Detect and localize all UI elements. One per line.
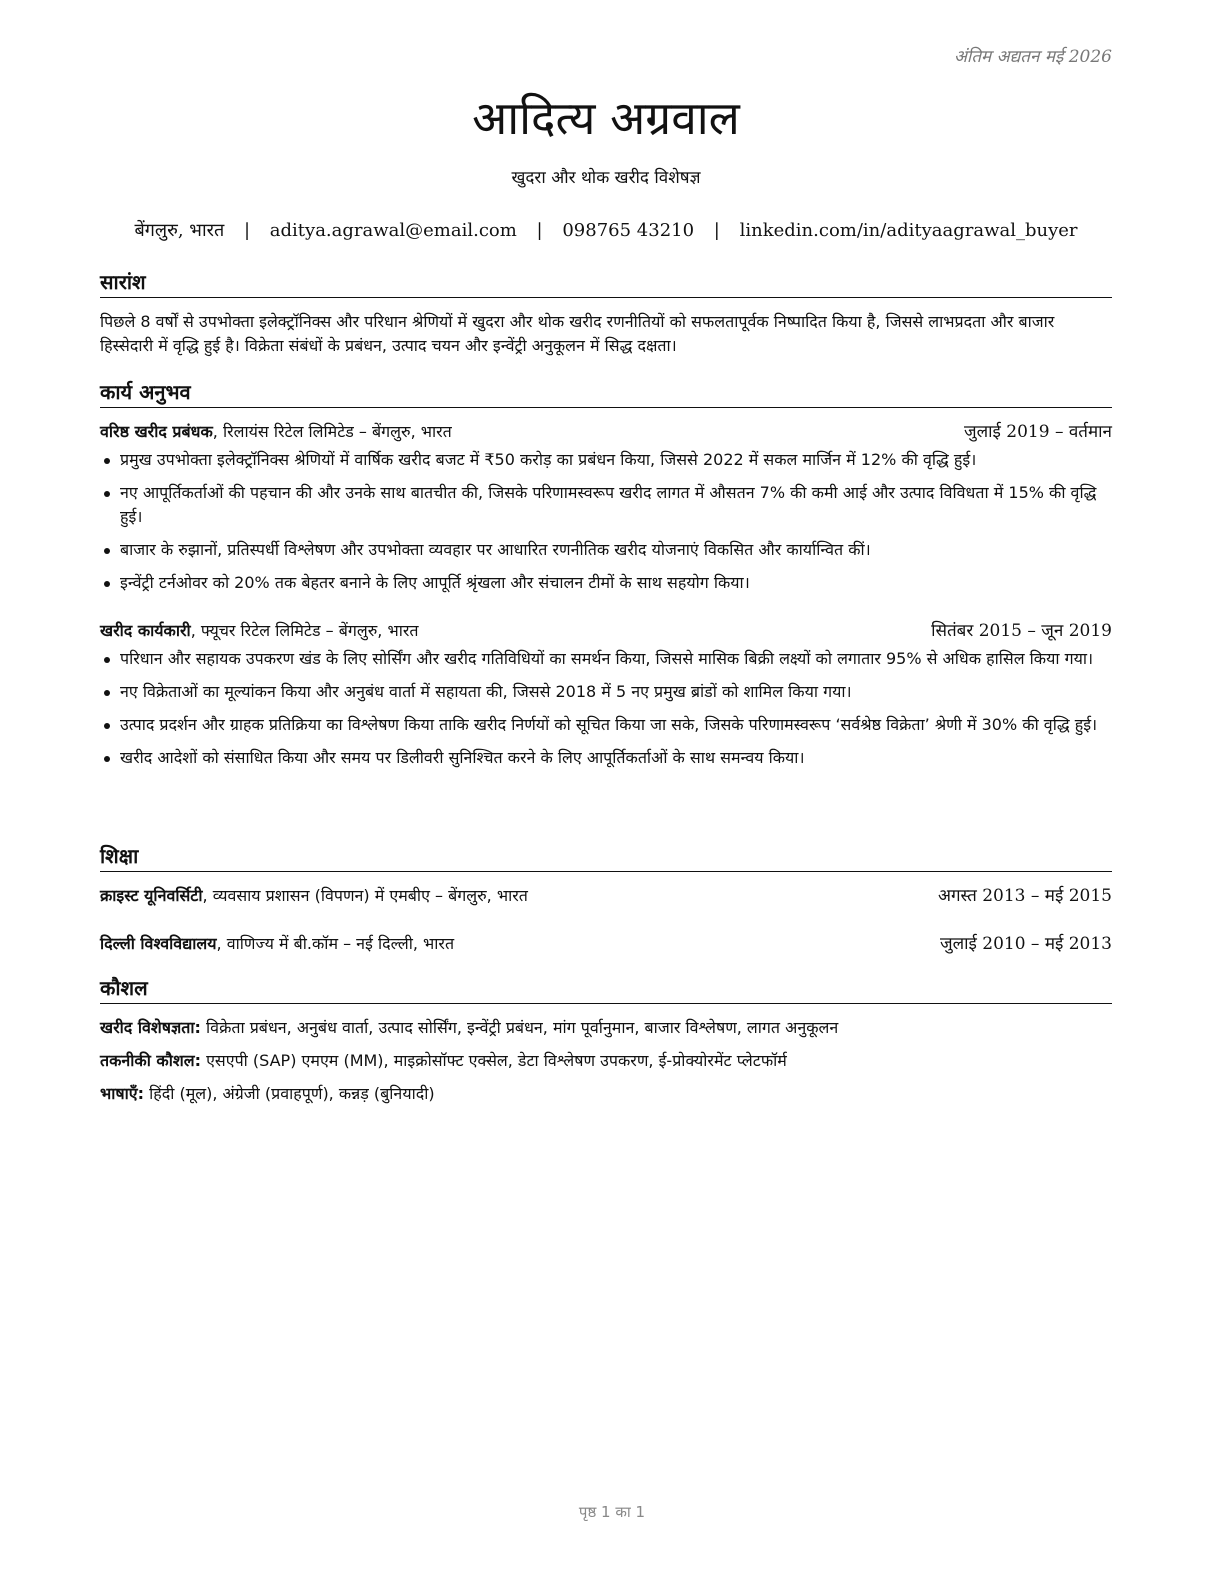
contact-location: बेंगलुरु, भारत: [134, 220, 225, 241]
education-detail: , व्यवसाय प्रशासन (विपणन) में एमबीए – बेंगलुरु, भारत: [202, 886, 528, 905]
skill-label: खरीद विशेषज्ञता:: [100, 1018, 201, 1037]
section-title-experience: कार्य अनुभव: [100, 378, 1112, 408]
skill-line: [100, 1016, 1112, 1040]
list-item: नए आपूर्तिकर्ताओं की पहचान की और उनके साथ बातचीत की, जिसके परिणामस्वरूप खरीद लागत में औसतन 7% की कमी आई और उत्पाद विविधता में 15% की वृद्धि हुई।: [120, 481, 1112, 529]
last-updated: अंतिम अद्यतन मई 2026: [953, 47, 1112, 67]
education-dates: अगस्त 2013 – मई 2015: [937, 886, 1112, 906]
skill-value: एसएपी (SAP) एमएम (MM), माइक्रोसॉफ्ट एक्सेल, डेटा विश्लेषण उपकरण, ई-प्रोक्योरमेंट प्लेटफॉर्म: [201, 1051, 787, 1070]
contact-phone: 098765 43210: [562, 220, 695, 241]
contact-email[interactable]: aditya.agrawal@email.com: [269, 220, 517, 241]
list-item: खरीद आदेशों को संसाधित किया और समय पर डिलीवरी सुनिश्चित करने के लिए आपूर्तिकर्ताओं के साथ समन्वय किया।: [120, 746, 1112, 770]
job-dates: जुलाई 2019 – वर्तमान: [963, 422, 1112, 442]
list-item: बाजार के रुझानों, प्रतिस्पर्धी विश्लेषण और उपभोक्ता व्यवहार पर आधारित रणनीतिक खरीद योजनाएं विकसित और कार्यान्वित कीं।: [120, 538, 1112, 562]
education-institution: क्राइस्ट यूनिवर्सिटी: [100, 886, 203, 905]
job-entry: [100, 420, 1112, 595]
list-item: नए विक्रेताओं का मूल्यांकन किया और अनुबंध वार्ता में सहायता की, जिससे 2018 में 5 नए प्रमुख ब्रांडों को शामिल किया गया।: [120, 680, 1112, 704]
list-item: इन्वेंट्री टर्नओवर को 20% तक बेहतर बनाने के लिए आपूर्ति श्रृंखला और संचालन टीमों के साथ सहयोग किया।: [120, 571, 1112, 595]
education-line: [100, 932, 454, 956]
skill-value: विक्रेता प्रबंधन, अनुबंध वार्ता, उत्पाद सोर्सिंग, इन्वेंट्री प्रबंधन, मांग पूर्वानुमान, बाजार विश्लेषण, लागत अनुकूलन: [200, 1018, 839, 1037]
education-dates: जुलाई 2010 – मई 2013: [939, 934, 1112, 954]
education-section: [100, 842, 1112, 956]
page-number: पृष्ठ 1 का 1: [578, 1503, 646, 1521]
resume-page: [100, 0, 1112, 1584]
job-company: , फ्यूचर रिटेल लिमिटेड – बेंगलुरु, भारत: [190, 621, 419, 640]
job-dates: सितंबर 2015 – जून 2019: [931, 621, 1112, 641]
education-entry: [100, 932, 1112, 956]
skill-line: [100, 1049, 1112, 1073]
job-role: खरीद कार्यकारी: [100, 621, 191, 640]
summary-section: [100, 268, 1112, 358]
contact-separator: |: [713, 220, 720, 241]
education-entry: [100, 884, 1112, 908]
contact-line: [100, 218, 1112, 244]
job-entry: [100, 619, 1112, 770]
education-institution: दिल्ली विश्वविद्यालय: [100, 934, 217, 953]
summary-text: पिछले 8 वर्षों से उपभोक्ता इलेक्ट्रॉनिक्स और परिधान श्रेणियों में खुदरा और थोक खरीद रणनीतियों को सफलतापूर्वक निष्पादित किया है, जिससे लाभप्रदता और बाजार हिस्सेदारी में वृद्धि हुई है। विक्रेता संबंधों के प्रबंधन, उत्पाद चयन और इन्वेंट्री अनुकूलन में सिद्ध दक्षता।: [100, 312, 1055, 355]
section-title-education: शिक्षा: [100, 842, 1112, 872]
list-item: प्रमुख उपभोक्ता इलेक्ट्रॉनिक्स श्रेणियों में वार्षिक खरीद बजट में ₹50 करोड़ का प्रबंधन किया, जिससे 2022 में सकल मार्जिन में 12% की वृद्धि हुई।: [120, 448, 1112, 472]
list-item: परिधान और सहायक उपकरण खंड के लिए सोर्सिंग और खरीद गतिविधियों का समर्थन किया, जिससे मासिक बिक्री लक्ष्यों को लगातार 95% से अधिक हासिल किया गया।: [120, 647, 1112, 671]
skills-section: [100, 974, 1112, 1115]
contact-separator: |: [243, 220, 251, 241]
skill-value: हिंदी (मूल), अंग्रेजी (प्रवाहपूर्ण), कन्नड़ (बुनियादी): [144, 1084, 435, 1103]
list-item: उत्पाद प्रदर्शन और ग्राहक प्रतिक्रिया का विश्लेषण किया ताकि खरीद निर्णयों को सूचित किया जा सके, जिसके परिणामस्वरूप ‘सर्वश्रेष्ठ विक्रेता’ श्रेणी में 30% की वृद्धि हुई।: [120, 713, 1112, 737]
education-line: [100, 884, 528, 908]
section-title-summary: सारांश: [100, 268, 1112, 298]
candidate-name: आदित्य अग्रवाल: [472, 91, 740, 145]
job-title-line: [100, 420, 452, 444]
candidate-tagline: खुदरा और थोक खरीद विशेषज्ञ: [511, 168, 701, 188]
job-company: , रिलायंस रिटेल लिमिटेड – बेंगलुरु, भारत: [212, 422, 452, 441]
job-role: वरिष्ठ खरीद प्रबंधक: [100, 422, 213, 441]
education-detail: , वाणिज्य में बी.कॉम – नई दिल्ली, भारत: [216, 934, 455, 953]
job-title-line: [100, 619, 419, 643]
experience-section: [100, 378, 1112, 779]
job-bullets: [100, 647, 1112, 770]
job-header: [100, 420, 1112, 444]
section-title-skills: कौशल: [100, 974, 1112, 1004]
skill-line: [100, 1082, 1112, 1106]
skill-label: भाषाएँ:: [100, 1084, 145, 1103]
job-bullets: [100, 448, 1112, 595]
job-header: [100, 619, 1112, 643]
contact-linkedin[interactable]: linkedin.com/in/adityaagrawal_buyer: [739, 220, 1078, 241]
contact-separator: |: [536, 220, 543, 241]
skill-label: तकनीकी कौशल:: [100, 1051, 201, 1070]
